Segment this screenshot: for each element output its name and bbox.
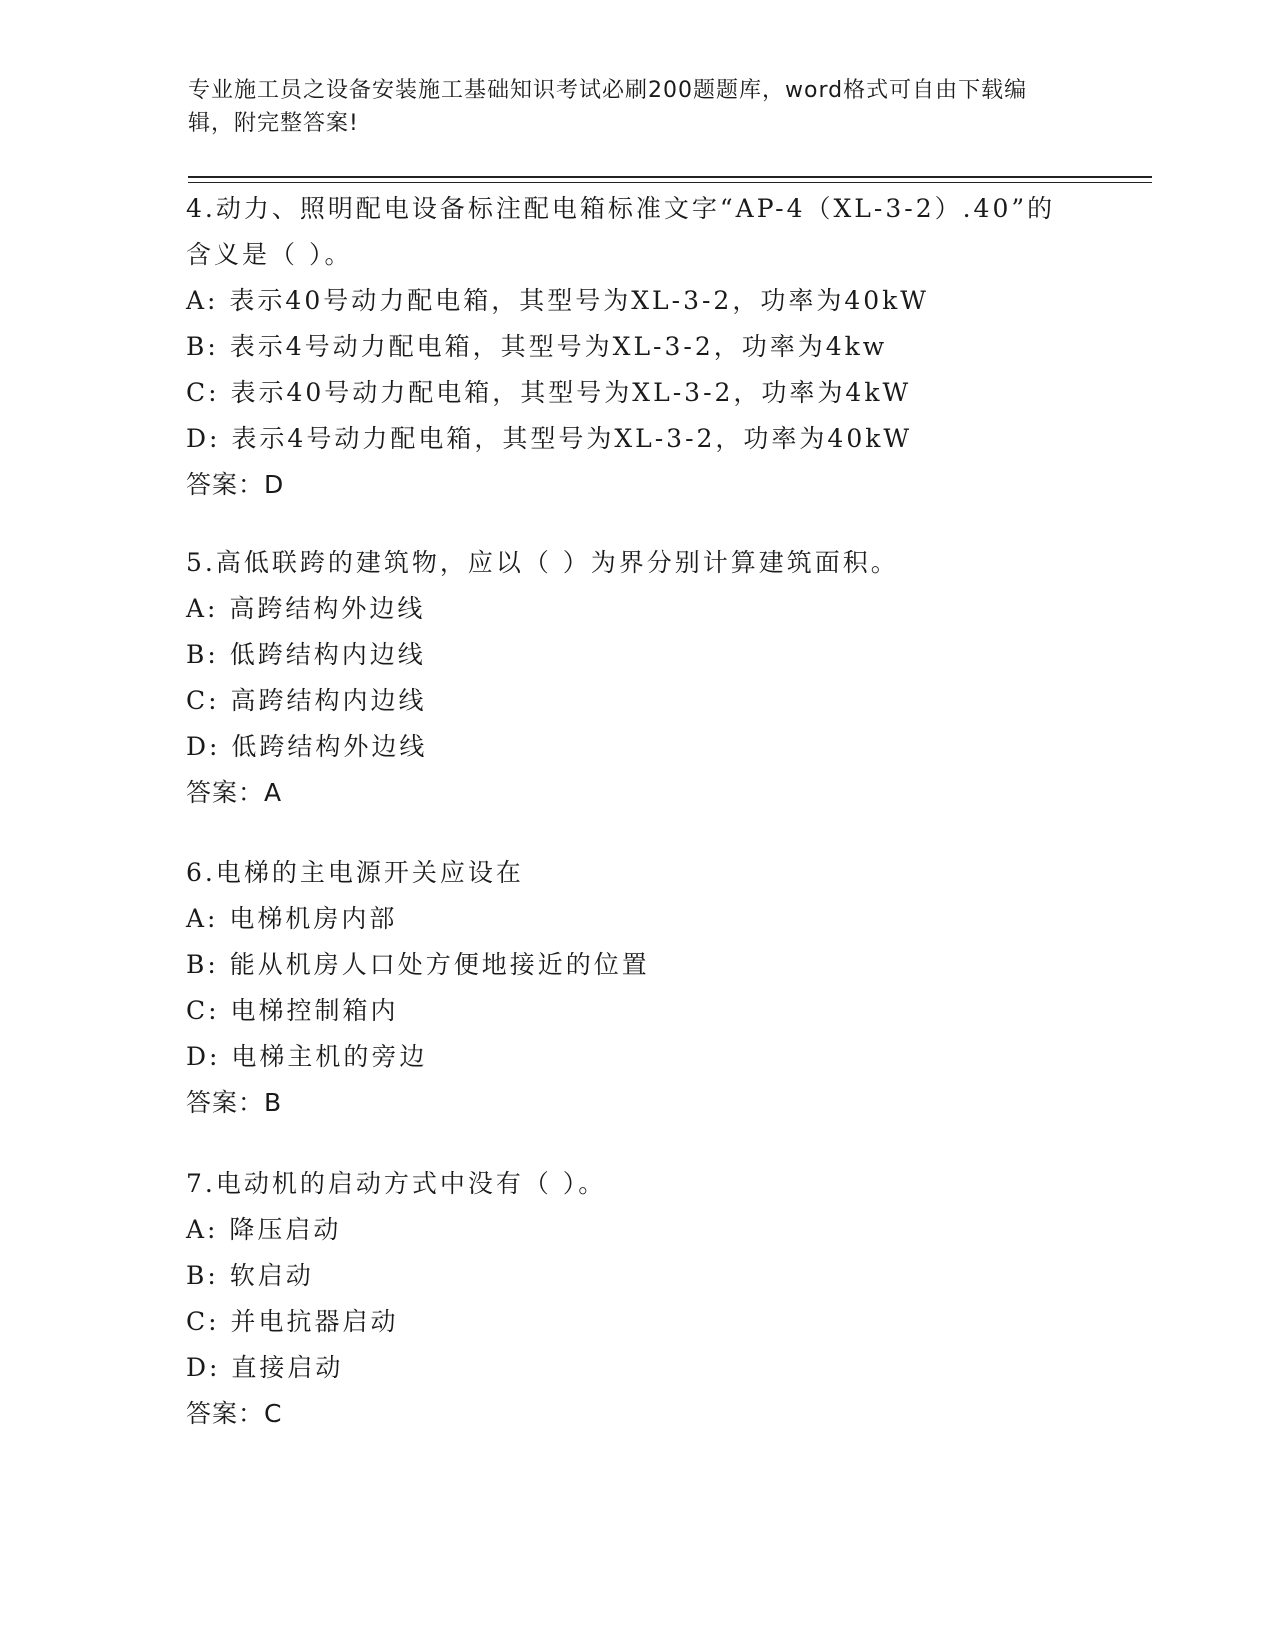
answer-label: 答案：D [186, 470, 285, 499]
question-4 [186, 186, 1086, 508]
option-d: D: 低跨结构外边线 [186, 732, 428, 761]
option-c: C: 表示40号动力配电箱，其型号为XL-3-2，功率为4kW [186, 378, 912, 407]
option-d: D: 直接启动 [186, 1353, 344, 1382]
question-5 [186, 540, 1086, 816]
header-divider-thick [188, 176, 1152, 178]
document-header [188, 74, 1068, 140]
question-6 [186, 850, 1086, 1126]
header-divider-thin [188, 182, 1152, 183]
option-c: C: 高跨结构内边线 [186, 686, 427, 715]
option-b: B: 低跨结构内边线 [186, 640, 426, 669]
question-stem-continued: 含义是（ ）。 [186, 240, 353, 269]
question-stem: 7.电动机的启动方式中没有（ ）。 [186, 1169, 607, 1198]
question-stem: 6.电梯的主电源开关应设在 [186, 858, 524, 887]
option-c: C: 电梯控制箱内 [186, 996, 399, 1025]
option-d: D: 表示4号动力配电箱，其型号为XL-3-2，功率为40kW [186, 424, 913, 453]
option-b: B: 能从机房人口处方便地接近的位置 [186, 950, 650, 979]
option-a: A: 电梯机房内部 [186, 904, 398, 933]
option-d: D: 电梯主机的旁边 [186, 1042, 428, 1071]
question-7 [186, 1161, 1086, 1437]
option-b: B: 表示4号动力配电箱，其型号为XL-3-2，功率为4kw [186, 332, 888, 361]
option-a: A: 高跨结构外边线 [186, 594, 426, 623]
answer-label: 答案：A [186, 778, 283, 807]
option-a: A: 表示40号动力配电箱，其型号为XL-3-2，功率为40kW [186, 286, 929, 315]
question-stem: 5.高低联跨的建筑物，应以（ ）为界分别计算建筑面积。 [186, 548, 899, 577]
question-stem: 4.动力、照明配电设备标注配电箱标准文字“AP-4（XL-3-2）.40”的 [186, 194, 1056, 223]
option-b: B: 软启动 [186, 1261, 314, 1290]
answer-label: 答案：C [186, 1399, 283, 1428]
option-a: A: 降压启动 [186, 1215, 342, 1244]
header-title: 专业施工员之设备安装施工基础知识考试必刷200题题库，word格式可自由下载编辑，附完整答案! [188, 78, 1028, 136]
option-c: C: 并电抗器启动 [186, 1307, 399, 1336]
answer-label: 答案：B [186, 1088, 283, 1117]
